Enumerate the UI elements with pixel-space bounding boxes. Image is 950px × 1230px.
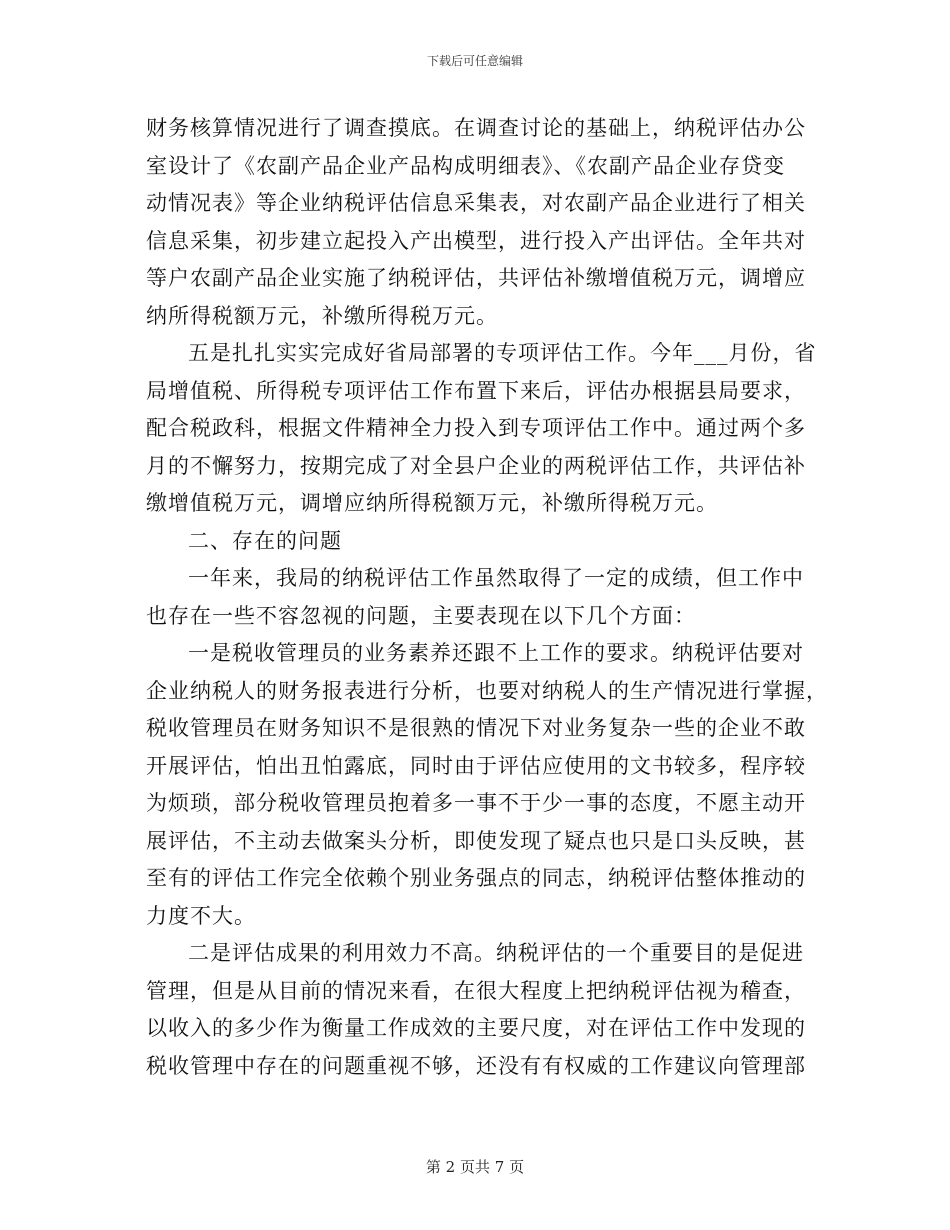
text-line: 力度不大。: [146, 903, 256, 928]
text-line: 月的不懈努力，按期完成了对全县户企业的两税评估工作，共评估补: [146, 453, 806, 478]
text-line: 缴增值税万元，调增应纳所得税额万元，补缴所得税万元。: [146, 491, 718, 515]
text-line: 等户农副产品企业实施了纳税评估，共评估补缴增值税万元，调增应: [146, 266, 806, 290]
page-number-footer: 第 2 页共 7 页: [425, 1158, 525, 1176]
text-line: 开展评估，怕出丑怕露底，同时由于评估应使用的文书较多，程序较: [146, 753, 806, 778]
text-line: 税收管理中存在的问题重视不够，还没有有权威的工作建议向管理部: [146, 1053, 806, 1078]
text-line: 纳所得税额万元，补缴所得税万元。: [146, 303, 498, 328]
text-line: 动情况表》等企业纳税评估信息采集表，对农副产品企业进行了相关: [146, 191, 806, 215]
paragraph-start-line: 一是税收管理员的业务素养还跟不上工作的要求。纳税评估要对: [188, 641, 804, 665]
text-line: 室设计了《农副产品企业产品构成明细表》、《农副产品企业存贷变: [146, 153, 785, 178]
text-line: 企业纳税人的财务报表进行分析，也要对纳税人的生产情况进行掌握，: [146, 678, 828, 703]
text-line: 至有的评估工作完全依赖个别业务强点的同志，纳税评估整体推动的: [146, 866, 806, 890]
text-line: 配合税政科，根据文件精神全力投入到专项评估工作中。通过两个多: [146, 416, 806, 440]
text-line: 以收入的多少作为衡量工作成效的主要尺度，对在评估工作中发现的: [146, 1016, 806, 1040]
paragraph-start-line: 五是扎扎实实完成好省局部署的专项评估工作。今年___月份，省: [188, 341, 817, 365]
text-line: 税收管理员在财务知识不是很熟的情况下对业务复杂一些的企业不敢: [146, 716, 806, 740]
text-line: 财务核算情况进行了调查摸底。在调查讨论的基础上，纳税评估办公: [146, 116, 806, 140]
document-body: [146, 110, 828, 1085]
text-line: 也存在一些不容忽视的问题，主要表现在以下几个方面：: [146, 603, 696, 628]
text-line: 展评估，不主动去做案头分析，即使发现了疑点也只是口头反映，甚: [146, 828, 806, 853]
paragraph-start-line: 一年来，我局的纳税评估工作虽然取得了一定的成绩，但工作中: [188, 566, 804, 590]
text-line: 管理，但是从目前的情况来看，在很大程度上把纳税评估视为稽查，: [146, 978, 806, 1003]
paragraph-start-line: 二是评估成果的利用效力不高。纳税评估的一个重要目的是促进: [188, 941, 804, 965]
text-line: 信息采集，初步建立起投入产出模型，进行投入产出评估。全年共对: [146, 228, 806, 253]
page-header: 下载后可任意编辑: [426, 54, 523, 68]
text-line: 局增值税、所得税专项评估工作布置下来后，评估办根据县局要求，: [146, 378, 806, 403]
text-line: 为烦琐，部分税收管理员抱着多一事不于少一事的态度，不愿主动开: [146, 791, 806, 815]
section-heading: 二、存在的问题: [188, 528, 342, 553]
